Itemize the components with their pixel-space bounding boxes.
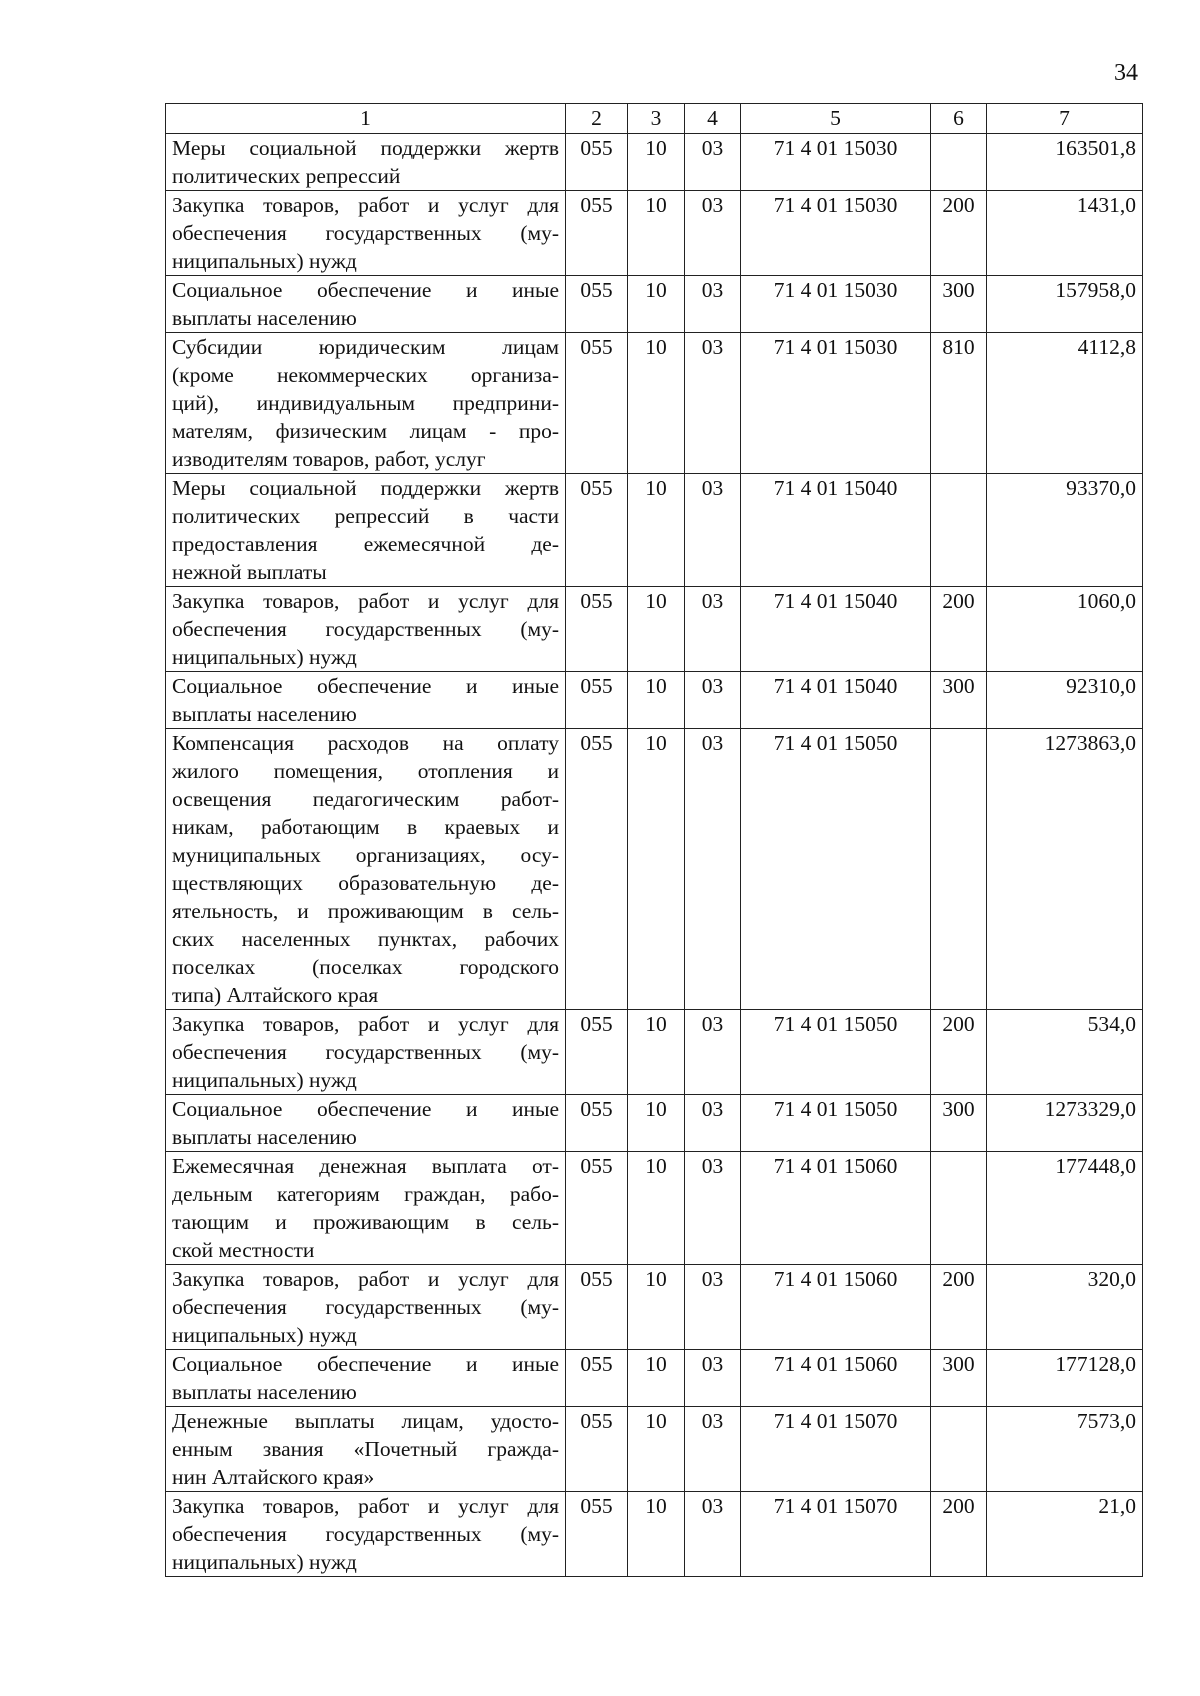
- row-description: [166, 672, 566, 729]
- description-line: освещения педагогическим работ-: [172, 787, 559, 811]
- row-amount: 21,0: [987, 1492, 1143, 1577]
- table-row: [166, 587, 1143, 672]
- row-amount: 163501,8: [987, 134, 1143, 191]
- row-expense-type: 200: [931, 1010, 987, 1095]
- row-target-article: 71 4 01 15030: [741, 191, 931, 276]
- row-description: [166, 474, 566, 587]
- row-ministry-code: 055: [566, 672, 628, 729]
- row-ministry-code: 055: [566, 587, 628, 672]
- row-description: [166, 587, 566, 672]
- row-target-article: 71 4 01 15030: [741, 333, 931, 474]
- row-subsection-code: 03: [685, 1010, 741, 1095]
- description-line: ской местности: [172, 1238, 315, 1262]
- description-line: Ежемесячная денежная выплата от-: [172, 1154, 559, 1178]
- row-section-code: 10: [628, 333, 685, 474]
- table-row: [166, 1492, 1143, 1577]
- row-subsection-code: 03: [685, 587, 741, 672]
- description-line: обеспечения государственных (му-: [172, 221, 559, 245]
- table-row: [166, 134, 1143, 191]
- row-ministry-code: 055: [566, 333, 628, 474]
- row-subsection-code: 03: [685, 1350, 741, 1407]
- row-amount: 1060,0: [987, 587, 1143, 672]
- description-line: Компенсация расходов на оплату: [172, 731, 559, 755]
- row-amount: 177128,0: [987, 1350, 1143, 1407]
- table-body: [166, 134, 1143, 1577]
- description-line: Социальное обеспечение и иные: [172, 1097, 559, 1121]
- description-line: енным звания «Почетный гражда-: [172, 1437, 559, 1461]
- description-line: Социальное обеспечение и иные: [172, 674, 559, 698]
- row-section-code: 10: [628, 1265, 685, 1350]
- row-subsection-code: 03: [685, 474, 741, 587]
- row-expense-type: 300: [931, 672, 987, 729]
- row-target-article: 71 4 01 15050: [741, 1010, 931, 1095]
- table-row: [166, 1265, 1143, 1350]
- row-section-code: 10: [628, 474, 685, 587]
- row-section-code: 10: [628, 1152, 685, 1265]
- row-section-code: 10: [628, 672, 685, 729]
- row-target-article: 71 4 01 15040: [741, 474, 931, 587]
- row-expense-type: 200: [931, 587, 987, 672]
- row-target-article: 71 4 01 15040: [741, 672, 931, 729]
- row-amount: 157958,0: [987, 276, 1143, 333]
- row-description: [166, 1010, 566, 1095]
- description-line: ниципальных) нужд: [172, 1068, 357, 1092]
- description-line: ществляющих образовательную де-: [172, 871, 559, 895]
- row-expense-type: [931, 1407, 987, 1492]
- page-number: 34: [1114, 60, 1138, 86]
- description-line: обеспечения государственных (му-: [172, 1295, 559, 1319]
- table-row: [166, 729, 1143, 1010]
- row-description: [166, 134, 566, 191]
- row-section-code: 10: [628, 587, 685, 672]
- row-description: [166, 1492, 566, 1577]
- row-expense-type: 200: [931, 1492, 987, 1577]
- header-col-7: 7: [987, 104, 1143, 134]
- row-subsection-code: 03: [685, 1492, 741, 1577]
- row-target-article: 71 4 01 15040: [741, 587, 931, 672]
- row-description: [166, 1152, 566, 1265]
- description-line: Меры социальной поддержки жертв: [172, 136, 559, 160]
- row-amount: 7573,0: [987, 1407, 1143, 1492]
- description-line: Закупка товаров, работ и услуг для: [172, 1267, 559, 1291]
- table-row: [166, 1350, 1143, 1407]
- row-subsection-code: 03: [685, 276, 741, 333]
- description-line: Денежные выплаты лицам, удосто-: [172, 1409, 559, 1433]
- description-line: (кроме некоммерческих организа-: [172, 363, 559, 387]
- row-amount: 534,0: [987, 1010, 1143, 1095]
- description-line: обеспечения государственных (му-: [172, 1522, 559, 1546]
- row-subsection-code: 03: [685, 729, 741, 1010]
- row-expense-type: [931, 1152, 987, 1265]
- row-ministry-code: 055: [566, 191, 628, 276]
- description-line: дельным категориям граждан, рабо-: [172, 1182, 559, 1206]
- table-row: [166, 672, 1143, 729]
- row-target-article: 71 4 01 15060: [741, 1265, 931, 1350]
- table-row: [166, 1152, 1143, 1265]
- description-line: предоставления ежемесячной де-: [172, 532, 559, 556]
- description-line: Закупка товаров, работ и услуг для: [172, 193, 559, 217]
- row-subsection-code: 03: [685, 672, 741, 729]
- row-amount: 1273329,0: [987, 1095, 1143, 1152]
- row-expense-type: 300: [931, 276, 987, 333]
- description-line: поселках (поселках городского: [172, 955, 559, 979]
- description-line: Меры социальной поддержки жертв: [172, 476, 559, 500]
- table-row: [166, 333, 1143, 474]
- row-expense-type: 810: [931, 333, 987, 474]
- header-col-5: 5: [741, 104, 931, 134]
- row-ministry-code: 055: [566, 1152, 628, 1265]
- description-line: ниципальных) нужд: [172, 1323, 357, 1347]
- row-ministry-code: 055: [566, 1407, 628, 1492]
- description-line: ниципальных) нужд: [172, 249, 357, 273]
- budget-table: [165, 103, 1143, 1577]
- row-ministry-code: 055: [566, 1350, 628, 1407]
- description-line: Социальное обеспечение и иные: [172, 278, 559, 302]
- row-subsection-code: 03: [685, 1407, 741, 1492]
- row-description: [166, 276, 566, 333]
- row-amount: 1431,0: [987, 191, 1143, 276]
- row-section-code: 10: [628, 191, 685, 276]
- description-line: выплаты населению: [172, 702, 357, 726]
- row-subsection-code: 03: [685, 333, 741, 474]
- row-target-article: 71 4 01 15060: [741, 1350, 931, 1407]
- description-line: жилого помещения, отопления и: [172, 759, 559, 783]
- row-target-article: 71 4 01 15070: [741, 1492, 931, 1577]
- table-row: [166, 1407, 1143, 1492]
- description-line: Субсидии юридическим лицам: [172, 335, 559, 359]
- table-row: [166, 474, 1143, 587]
- description-line: Социальное обеспечение и иные: [172, 1352, 559, 1376]
- table-row: [166, 1010, 1143, 1095]
- row-description: [166, 1265, 566, 1350]
- row-description: [166, 1407, 566, 1492]
- row-target-article: 71 4 01 15030: [741, 134, 931, 191]
- row-expense-type: [931, 729, 987, 1010]
- row-expense-type: 300: [931, 1350, 987, 1407]
- description-line: выплаты населению: [172, 1125, 357, 1149]
- row-subsection-code: 03: [685, 191, 741, 276]
- header-col-4: 4: [685, 104, 741, 134]
- description-line: Закупка товаров, работ и услуг для: [172, 1494, 559, 1518]
- description-line: нежной выплаты: [172, 560, 327, 584]
- row-section-code: 10: [628, 1492, 685, 1577]
- row-ministry-code: 055: [566, 1095, 628, 1152]
- description-line: ятельность, и проживающим в сель-: [172, 899, 559, 923]
- row-ministry-code: 055: [566, 1010, 628, 1095]
- description-line: политических репрессий: [172, 164, 401, 188]
- description-line: мателям, физическим лицам - про-: [172, 419, 559, 443]
- row-section-code: 10: [628, 1350, 685, 1407]
- row-expense-type: 300: [931, 1095, 987, 1152]
- description-line: обеспечения государственных (му-: [172, 617, 559, 641]
- row-amount: 92310,0: [987, 672, 1143, 729]
- row-ministry-code: 055: [566, 729, 628, 1010]
- row-amount: 1273863,0: [987, 729, 1143, 1010]
- table-row: [166, 1095, 1143, 1152]
- row-ministry-code: 055: [566, 134, 628, 191]
- row-target-article: 71 4 01 15060: [741, 1152, 931, 1265]
- description-line: обеспечения государственных (му-: [172, 1040, 559, 1064]
- description-line: выплаты населению: [172, 306, 357, 330]
- row-expense-type: [931, 134, 987, 191]
- row-section-code: 10: [628, 134, 685, 191]
- description-line: тающим и проживающим в сель-: [172, 1210, 559, 1234]
- row-ministry-code: 055: [566, 276, 628, 333]
- row-subsection-code: 03: [685, 1265, 741, 1350]
- row-ministry-code: 055: [566, 1492, 628, 1577]
- row-description: [166, 1350, 566, 1407]
- row-target-article: 71 4 01 15070: [741, 1407, 931, 1492]
- header-col-3: 3: [628, 104, 685, 134]
- row-amount: 4112,8: [987, 333, 1143, 474]
- description-line: выплаты населению: [172, 1380, 357, 1404]
- row-section-code: 10: [628, 276, 685, 333]
- description-line: муниципальных организациях, осу-: [172, 843, 559, 867]
- description-line: ниципальных) нужд: [172, 645, 357, 669]
- description-line: никам, работающим в краевых и: [172, 815, 559, 839]
- row-description: [166, 191, 566, 276]
- row-section-code: 10: [628, 1010, 685, 1095]
- row-section-code: 10: [628, 729, 685, 1010]
- table-header: [166, 104, 1143, 134]
- row-expense-type: 200: [931, 191, 987, 276]
- row-ministry-code: 055: [566, 1265, 628, 1350]
- header-col-2: 2: [566, 104, 628, 134]
- description-line: Закупка товаров, работ и услуг для: [172, 589, 559, 613]
- row-section-code: 10: [628, 1407, 685, 1492]
- row-subsection-code: 03: [685, 1095, 741, 1152]
- row-target-article: 71 4 01 15030: [741, 276, 931, 333]
- description-line: Закупка товаров, работ и услуг для: [172, 1012, 559, 1036]
- description-line: типа) Алтайского края: [172, 983, 379, 1007]
- header-col-6: 6: [931, 104, 987, 134]
- table-row: [166, 276, 1143, 333]
- row-subsection-code: 03: [685, 1152, 741, 1265]
- row-subsection-code: 03: [685, 134, 741, 191]
- header-col-1: 1: [166, 104, 566, 134]
- row-expense-type: 200: [931, 1265, 987, 1350]
- table-row: [166, 191, 1143, 276]
- row-amount: 177448,0: [987, 1152, 1143, 1265]
- row-description: [166, 333, 566, 474]
- row-section-code: 10: [628, 1095, 685, 1152]
- description-line: ских населенных пунктах, рабочих: [172, 927, 559, 951]
- description-line: ций), индивидуальным предприни-: [172, 391, 559, 415]
- row-expense-type: [931, 474, 987, 587]
- row-amount: 320,0: [987, 1265, 1143, 1350]
- row-description: [166, 729, 566, 1010]
- row-target-article: 71 4 01 15050: [741, 729, 931, 1010]
- row-amount: 93370,0: [987, 474, 1143, 587]
- row-target-article: 71 4 01 15050: [741, 1095, 931, 1152]
- description-line: политических репрессий в части: [172, 504, 559, 528]
- description-line: изводителям товаров, работ, услуг: [172, 447, 486, 471]
- header-row: [166, 104, 1143, 134]
- row-description: [166, 1095, 566, 1152]
- row-ministry-code: 055: [566, 474, 628, 587]
- description-line: нин Алтайского края»: [172, 1465, 375, 1489]
- description-line: ниципальных) нужд: [172, 1550, 357, 1574]
